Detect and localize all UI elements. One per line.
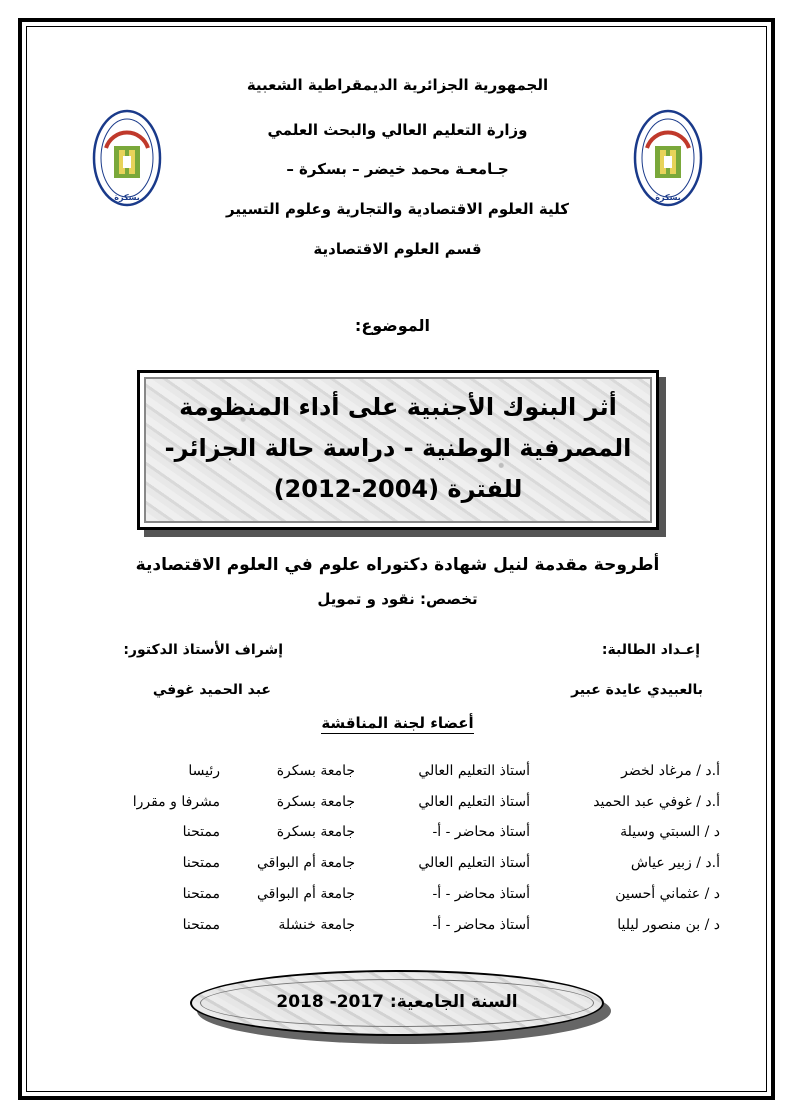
- subject-label: الموضوع:: [354, 316, 430, 335]
- member-university: جامعة أم البواقي: [257, 886, 355, 902]
- member-role: مشرفا و مقررا: [132, 794, 220, 810]
- member-role: ممتحنا: [182, 824, 220, 840]
- faculty-name: كلية العلوم الاقتصادية والتجارية وعلوم التسيير: [226, 200, 569, 218]
- svg-text:بسكرة: بسكرة: [655, 193, 681, 202]
- student-name: بالعبيدي عايدة عبير: [571, 682, 703, 698]
- thesis-title-line-2: المصرفية الوطنية - دراسة حالة الجزائر-: [164, 434, 632, 462]
- ministry-name: وزارة التعليم العالي والبحث العلمي: [267, 121, 528, 139]
- member-university: جامعة بسكرة: [276, 794, 355, 810]
- member-rank: أستاذ التعليم العالي: [418, 794, 530, 810]
- member-name: د / السبتي وسيلة: [620, 824, 720, 840]
- member-rank: أستاذ التعليم العالي: [418, 855, 530, 871]
- member-role: ممتحنا: [182, 855, 220, 871]
- member-name: أ.د / مرغاد لخضر: [621, 763, 720, 779]
- title-box: [137, 370, 659, 530]
- thesis-degree: أطروحة مقدمة لنيل شهادة دكتوراه علوم في العلوم الاقتصادية: [135, 555, 660, 575]
- table-row: [0, 855, 795, 875]
- member-university: جامعة بسكرة: [276, 763, 355, 779]
- member-name: أ.د / زبير عياش: [630, 855, 720, 871]
- academic-year: السنة الجامعية: 2017- 2018: [276, 992, 518, 1012]
- svg-text:بسكرة: بسكرة: [114, 193, 140, 202]
- republic-name: الجمهورية الجزائرية الديمقراطية الشعبية: [246, 76, 549, 94]
- member-rank: أستاذ محاضر - أ-: [432, 917, 530, 933]
- member-role: ممتحنا: [182, 917, 220, 933]
- table-row: [0, 794, 795, 814]
- department-name: قسم العلوم الاقتصادية: [313, 240, 482, 258]
- thesis-title: [140, 387, 656, 510]
- member-role: ممتحنا: [182, 886, 220, 902]
- member-role: رئيسا: [188, 763, 220, 779]
- table-row: [0, 824, 795, 844]
- member-name: د / بن منصور ليليا: [617, 917, 720, 933]
- table-row: [0, 917, 795, 937]
- member-rank: أستاذ التعليم العالي: [418, 763, 530, 779]
- thesis-title-line-3: للفترة (2004-2012): [273, 475, 523, 503]
- supervisor-name: عبد الحميد غوفي: [152, 682, 271, 698]
- table-row: [0, 763, 795, 783]
- member-name: أ.د / غوفي عبد الحميد: [593, 794, 720, 810]
- member-rank: أستاذ محاضر - أ-: [432, 824, 530, 840]
- supervisor-label: إشراف الأستاذ الدكتور:: [123, 642, 283, 658]
- member-rank: أستاذ محاضر - أ-: [432, 886, 530, 902]
- committee-title: [0, 714, 795, 732]
- committee-title-text: أعضاء لجنة المناقشة: [321, 714, 474, 732]
- member-university: جامعة أم البواقي: [257, 855, 355, 871]
- member-name: د / عثماني أحسين: [615, 886, 720, 902]
- university-name: جـامعـة محمد خيضر – بسكرة –: [286, 160, 509, 178]
- thesis-title-line-1: أثر البنوك الأجنبية على أداء المنظومة: [179, 393, 617, 421]
- member-university: جامعة خنشلة: [278, 917, 355, 933]
- table-row: [0, 886, 795, 906]
- thesis-specialty: تخصص: نقود و تمويل: [317, 590, 478, 608]
- prepared-by-label: إعـداد الطالبة:: [601, 642, 700, 658]
- member-university: جامعة بسكرة: [276, 824, 355, 840]
- academic-year-badge: [190, 970, 604, 1036]
